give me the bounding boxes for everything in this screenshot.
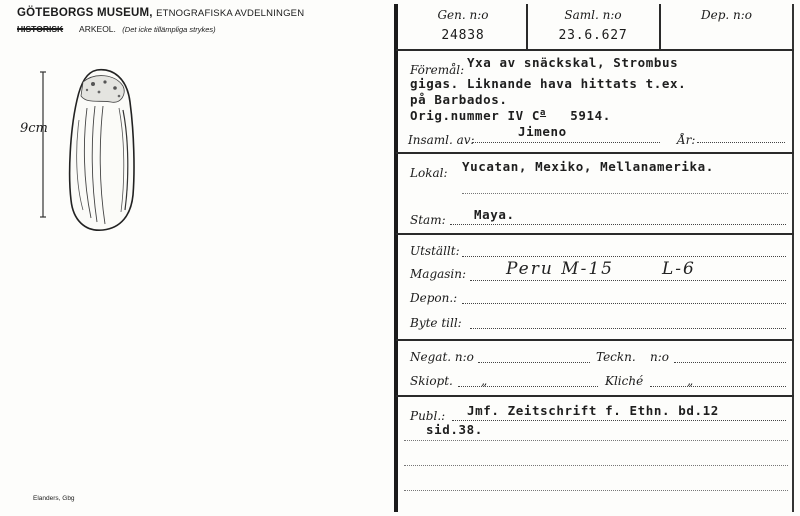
foremal-line-3: på Barbados. [410,92,508,107]
gen-label: Gen. n:o [437,8,489,22]
lokal-value: Yucatan, Mexiko, Mellanamerika. [462,159,714,174]
ar-label: År: [677,133,696,147]
struck-department: HISTORISK [17,24,64,34]
skiopt-label: Skiopt. [410,374,453,388]
scale-label: 9cm [20,121,48,136]
section-rule [396,152,794,154]
publ-dots [452,420,786,421]
orig-sup: a [540,108,547,118]
department-name: ETNOGRAFISKA AVDELNINGEN [156,8,305,19]
magasin-dots [470,280,786,281]
byte-dots [470,328,786,329]
ar-dots [697,142,785,143]
utstallt-dots [462,256,786,257]
teckn-label: Teckn. [596,350,636,364]
insaml-value: Jimeno [518,124,567,139]
teckn-no: n:o [650,350,669,364]
negat-dots [478,362,590,363]
cliche-ditto: „ [687,374,694,388]
saml-value: 23.6.627 [558,28,628,43]
lokal-extra-rule [462,193,788,194]
section-rule [396,233,794,235]
publ-label: Publ.: [410,409,446,423]
foremal-line-2: gigas. Liknande hava hittats t.ex. [410,76,687,91]
depon-dots [462,303,786,304]
insaml-label: Insaml. av: [408,133,475,147]
museum-header [17,7,304,19]
stam-dots [450,224,786,225]
publ-rule [404,440,788,441]
card-divider [394,4,398,512]
foremal-label: Föremål: [410,63,465,77]
orig-number [410,108,611,123]
magasin-value-2: L-6 [662,259,696,279]
orig-label: Orig.nummer IV C [410,108,541,124]
publ-rule [404,490,788,491]
section-rule [396,395,794,397]
saml-label: Saml. n:o [564,8,622,22]
arkeol-label: ARKEOL. [79,24,116,34]
museum-name: GÖTEBORGS MUSEUM, [17,7,153,19]
cliche-label: Kliché [605,374,644,388]
publ-line-2: sid.38. [426,422,483,437]
skiopt-dots [458,386,598,387]
byte-label: Byte till: [410,316,462,330]
stam-label: Stam: [410,213,446,227]
insaml-dots [472,142,660,143]
stam-value: Maya. [474,207,515,222]
publ-rule [404,465,788,466]
strike-note: (Det icke tillämpliga strykes) [122,25,216,34]
magasin-value-1: Peru M-15 [506,259,614,279]
teckn-dots [674,362,786,363]
publ-line-1: Jmf. Zeitschrift f. Ethn. bd.12 [467,403,719,418]
right-border [792,4,794,512]
utstallt-label: Utställt: [410,244,460,258]
foremal-line-1: Yxa av snäckskal, Strombus [467,55,679,70]
department-subline [17,24,216,34]
magasin-label: Magasin: [410,267,467,281]
lokal-label: Lokal: [410,166,448,180]
shell-axe-drawing [35,60,145,240]
negat-label: Negat. n:o [410,350,474,364]
dep-label: Dep. n:o [700,8,753,22]
cliche-dots [650,386,786,387]
orig-value: 5914. [570,108,611,124]
printer-imprint: Elanders, Gbg [33,495,75,502]
section-rule [396,339,794,341]
skiopt-ditto: „ [481,374,488,388]
header-rule [396,49,794,51]
depon-label: Depon.: [410,291,458,305]
gen-value: 24838 [441,28,485,43]
